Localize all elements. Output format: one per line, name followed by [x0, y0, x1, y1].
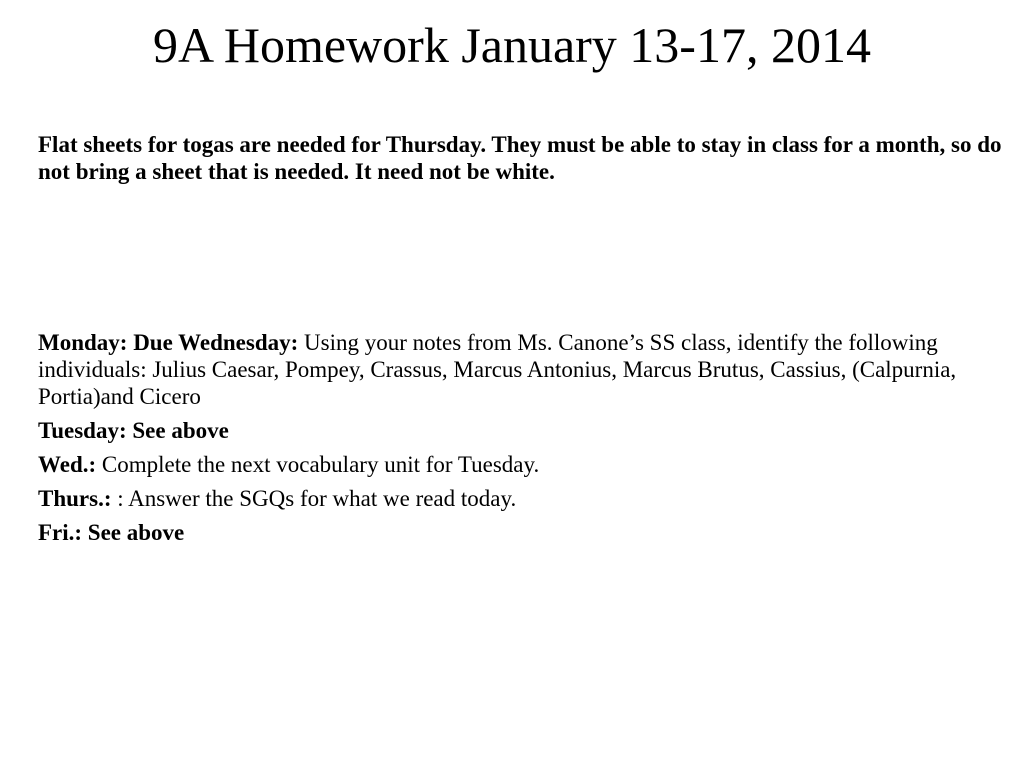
entry-label: Tuesday: See above — [38, 418, 229, 443]
entry-label: Monday: Due Wednesday: — [38, 330, 299, 355]
entry-label: Fri.: See above — [38, 520, 185, 545]
entry-text: Complete the next vocabulary unit for Tuesday. — [96, 452, 540, 477]
entry-text: Using your notes from Ms. Canone’s SS class, identify the following individuals: Julius Caesar, Pompey, Crassus, Marcus Antonius, Marcus Brutus, Cassius, (Calpurnia, Portia)and Cicero — [38, 330, 957, 409]
schedule-entry-tuesday — [38, 417, 1013, 444]
schedule-entry-wednesday — [38, 451, 1013, 478]
entry-text: : Answer the SGQs for what we read today. — [111, 486, 517, 511]
toga-notice: Flat sheets for togas are needed for Thursday. They must be able to stay in class for a month, so do not bring a sheet that is needed. It need not be white. — [38, 132, 1002, 184]
schedule-entry-thursday — [38, 485, 1013, 512]
entry-label: Wed.: — [38, 452, 97, 477]
schedule-entry-monday — [38, 329, 1013, 410]
schedule-entry-friday — [38, 519, 1013, 546]
slide-title: 9A Homework January 13-17, 2014 — [153, 17, 871, 73]
entry-label: Thurs.: — [38, 486, 112, 511]
homework-schedule — [38, 329, 1013, 553]
